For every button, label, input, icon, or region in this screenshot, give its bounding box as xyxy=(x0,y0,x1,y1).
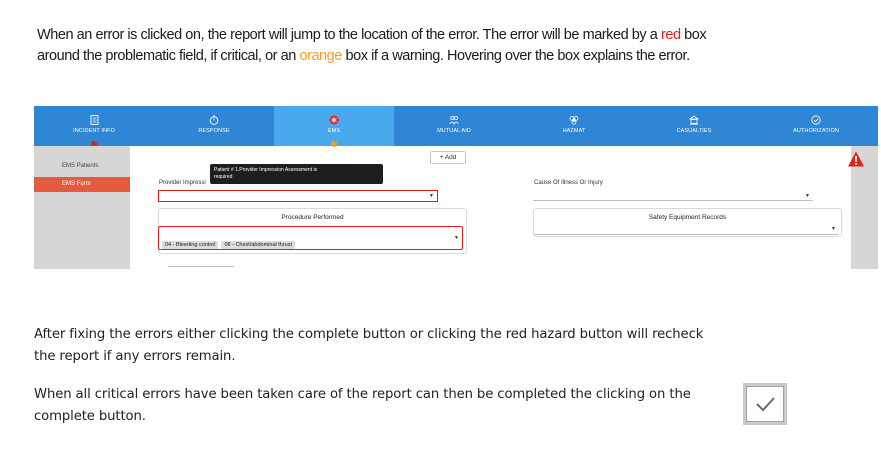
tab-hazmat[interactable] xyxy=(514,106,634,146)
orange-word: orange xyxy=(299,48,342,64)
top-nav-bar xyxy=(34,106,878,146)
tab-incident-info[interactable] xyxy=(34,106,154,146)
completion-paragraph: When all critical errors have been taken care of the report can then be completed the clicking on the complete button. xyxy=(34,387,691,424)
warning-dot-icon xyxy=(331,141,337,147)
sidebar-item-ems-patients[interactable] xyxy=(34,159,130,174)
after-fix-paragraph: After fixing the errors either clicking the complete button or clicking the red hazard button will recheck the report if any errors remain. xyxy=(34,327,704,364)
procedure-chip[interactable]: 04 - Bleeding control xyxy=(162,241,218,249)
provider-impression-label: Provider Impressi xyxy=(159,180,206,186)
add-button[interactable]: + Add xyxy=(430,151,466,164)
sidebar-item-ems-form[interactable] xyxy=(34,177,130,192)
checkmark-icon xyxy=(746,386,784,422)
provider-impression-select[interactable] xyxy=(158,190,438,202)
biohazard-icon xyxy=(569,115,579,125)
tab-casualties[interactable] xyxy=(634,106,754,146)
chevron-down-icon: ▼ xyxy=(831,226,836,232)
chevron-down-icon: ▼ xyxy=(454,235,459,241)
safety-equipment-card xyxy=(533,208,842,237)
safety-equipment-select[interactable] xyxy=(534,225,839,235)
procedure-performed-title: Procedure Performed xyxy=(281,214,344,221)
people-icon xyxy=(449,115,459,125)
intro-text-3: box if a warning. Hovering over the box explains the error. xyxy=(341,48,690,64)
tooltip-line-1: Patient # 1.Provider Impression Assessment is xyxy=(214,167,318,173)
intro-text-1: When an error is clicked on, the report will jump to the location of the error. The error will be marked by a xyxy=(37,27,661,43)
tab-label: MUTUAL AID xyxy=(437,128,471,134)
red-word: red xyxy=(660,27,681,43)
error-tooltip xyxy=(210,164,383,184)
check-circle-icon xyxy=(811,115,821,125)
tab-authorization[interactable] xyxy=(754,106,878,146)
tab-label: HAZMAT xyxy=(562,128,586,134)
intro-paragraph xyxy=(37,25,737,67)
sidebar-item-label: EMS Patients xyxy=(62,163,99,169)
complete-button[interactable] xyxy=(743,383,787,425)
cause-of-illness-label: Cause Of Illness Or Injury xyxy=(534,180,603,186)
hazard-icon[interactable] xyxy=(847,150,865,168)
sidebar-item-label: EMS Form xyxy=(62,181,91,187)
tooltip-line-2: required xyxy=(214,174,233,180)
tab-label: AUTHORIZATION xyxy=(793,128,839,134)
procedure-chip[interactable]: 08 - Chest/abdominal thrust xyxy=(221,241,295,249)
stopwatch-icon xyxy=(209,115,219,125)
cause-of-illness-select[interactable] xyxy=(533,190,813,201)
embedded-app-screenshot xyxy=(34,106,878,269)
building-icon xyxy=(689,115,699,125)
procedure-performed-card xyxy=(158,208,467,254)
divider xyxy=(168,266,234,267)
chevron-down-icon: ▼ xyxy=(429,193,434,199)
tab-ems[interactable] xyxy=(274,106,394,146)
intro-text-2: box around the problematic field, if critical, or an xyxy=(37,27,707,64)
tab-label: INCIDENT INFO xyxy=(73,128,115,134)
sidebar xyxy=(34,146,130,269)
tab-response[interactable] xyxy=(154,106,274,146)
document-icon xyxy=(89,115,99,125)
chevron-down-icon: ▼ xyxy=(805,193,810,199)
safety-equipment-title: Safety Equipment Records xyxy=(648,214,727,221)
medical-icon xyxy=(329,115,339,125)
tab-label: CASUALTIES xyxy=(676,128,712,134)
tab-label: RESPONSE xyxy=(198,128,230,134)
tab-label: EMS xyxy=(327,128,341,134)
procedure-performed-select[interactable] xyxy=(158,226,463,250)
tab-mutual-aid[interactable] xyxy=(394,106,514,146)
